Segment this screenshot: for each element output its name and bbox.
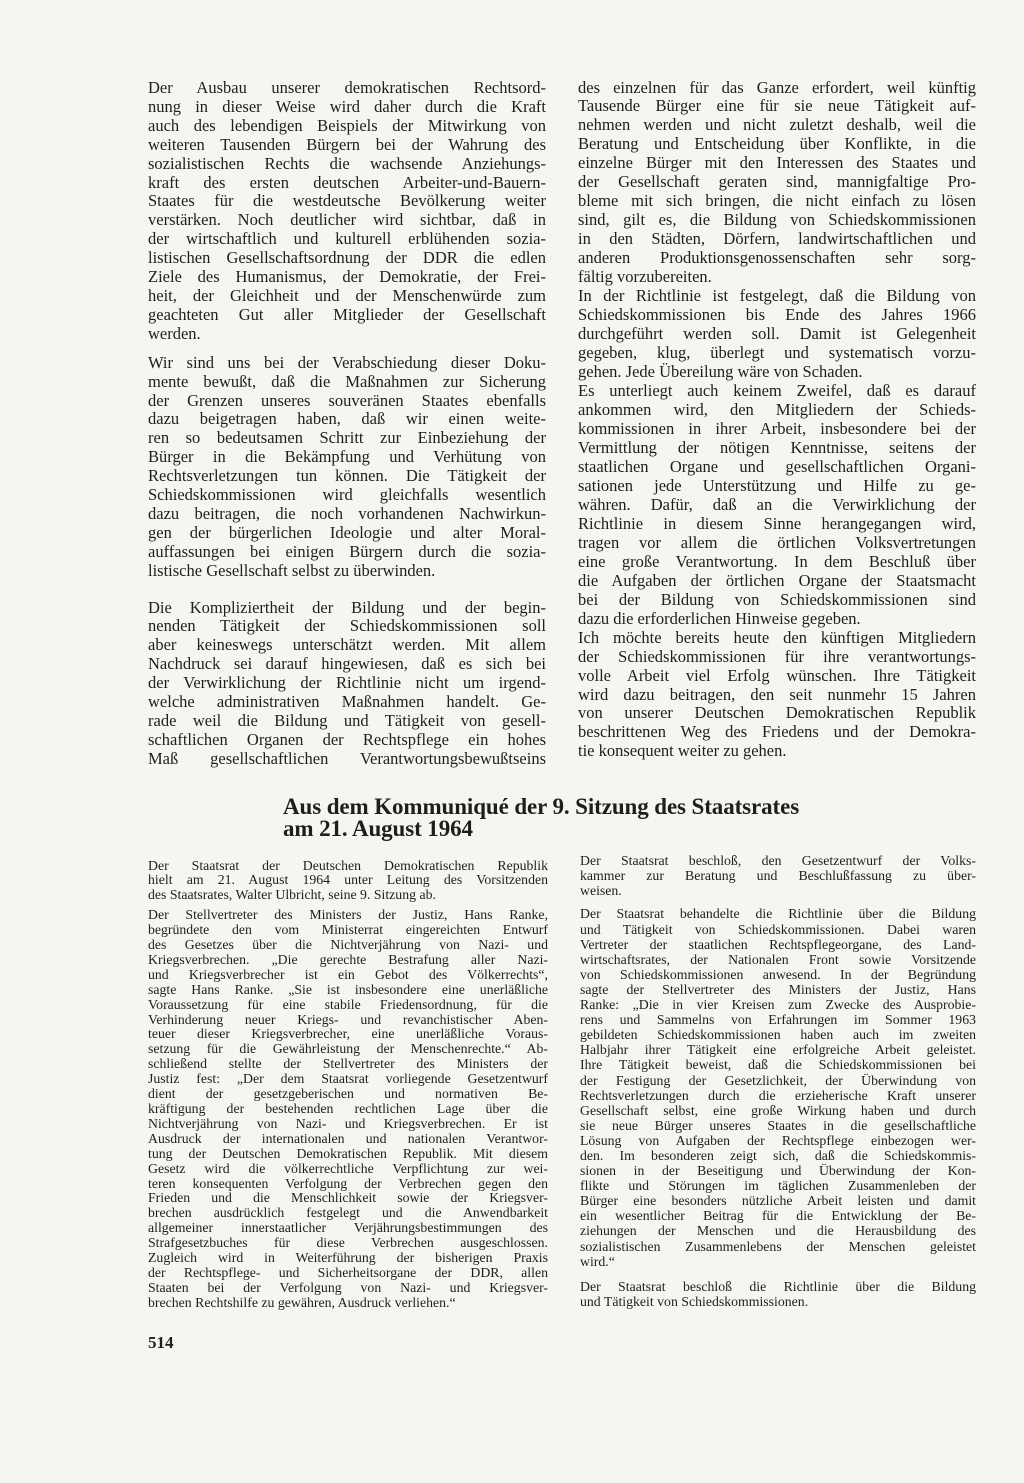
text-line: Der Staatsrat behandelte die Richtlinie über die Bildung [580,906,976,922]
text-line: kraft des ersten deutschen Arbeiter-und-Bauern- [148,173,546,192]
text-line: der Gesellschaft geraten sind, mannigfaltige Pro- [578,173,976,192]
text-line: weiteren Tausenden Bürgern bei der Wahrung des [148,135,546,154]
text-line: sationen jede Unterstützung und Hilfe zu ge- [578,476,976,495]
text-line: rens und Sammelns von Erfahrungen im Sommer 1963 [580,1012,976,1028]
text-line: gehen. Jede Übereilung wäre von Schaden. [578,363,863,382]
text-line: flikte und Störungen im täglichen Zusammenleben der [580,1178,976,1194]
text-line: geachteten Gut aller Mitglieder der Gesellschaft [148,305,546,324]
text-line: des Gesetzes über die Nichtverjährung von Nazi- und [148,938,548,953]
text-line: Es unterliegt auch keinem Zweifel, daß es darauf [578,382,976,400]
text-line: Ausdruck der internationalen und nationalen Verantwor- [148,1131,548,1146]
text-line: Maß gesellschaftlichen Verantwortungsbewußtseins [148,749,546,768]
text-line: und Kriegsverbrecher ist ein Gebot des Völkerrechts“, [148,967,548,982]
paragraph [578,287,976,382]
heading-line-1: Aus dem Kommuniqué der 9. Sitzung des Staatsrates [283,794,800,819]
text-line: einzelne Bürger mit den Interessen des Staates und [578,154,976,173]
section-heading [283,796,799,840]
text-line: die Aufgaben der örtlichen Organe der Staatsmacht [578,571,976,590]
text-line: brechen ausdrücklich festgelegt und die Anwendbarkeit [148,1206,548,1221]
text-line: und Tätigkeit von Schiedskommissionen. [580,1294,809,1310]
text-line: in den Städten, Dörfern, landwirtschaftlichen und [578,230,976,249]
text-line: Bürger eine besonders nützliche Arbeit leisten und damit [580,1193,976,1209]
text-line: des einzelnen für das Ganze erfordert, weil künftig [578,78,976,97]
text-line: Vermittlung der nötigen Kenntnisse, seitens der [578,438,976,457]
text-line: kräftigung der bestehenden rechtlichen Lage über die [148,1102,548,1116]
text-line: sind, gilt es, die Bildung von Schiedskommissionen [578,211,976,230]
text-line: nehmen werden und nicht zuletzt deshalb, weil die [578,116,976,135]
text-line: weisen. [580,882,622,898]
paragraph [578,382,976,629]
text-line: wird dazu beitragen, den seit nunmehr 15 Jahren [578,685,976,704]
paragraph [148,599,546,769]
text-line: kommissionen in ihrer Arbeit, insbesondere bei der [578,419,976,438]
text-line: nenden Tätigkeit der Schiedskommissionen soll [148,617,546,636]
text-line: Voraussetzung für eine stabile Friedensordnung, für die [148,997,548,1012]
text-line: mente bewußt, daß die Maßnahmen zur Sicherung [148,372,546,391]
text-line: Die Kompliziertheit der Bildung und der begin- [148,598,546,617]
text-line: Rechtsverletzungen durch die erzieherische Kraft unserer [580,1087,976,1103]
paragraph [148,354,546,581]
text-line: schließend stellte der Stellvertreter des Ministers der [148,1057,548,1072]
text-line: werden. [148,324,201,343]
page-number: 514 [148,1333,174,1352]
text-line: Verhinderung neuer Kriegs- und revanchistischer Aben- [148,1012,548,1027]
heading-line-2: am 21. August 1964 [283,816,473,841]
text-line: dazu beigetragen haben, daß wir einen weite- [148,410,546,429]
text-line: gen der bürgerlichen Ideologie und alter Moral- [148,523,546,542]
text-line: listischen Gesellschaftsordnung der DDR die edlen [148,249,546,268]
paragraph [148,859,548,904]
text-line: des Staatsrates, Walter Ulbricht, seine 9. Sitzung ab. [148,888,436,903]
text-line: den. Im besonderen zeigt sich, daß die Schiedskommis- [580,1147,976,1163]
text-line: volle Arbeit viel Erfolg wünschen. Ihre Tätigkeit [578,666,976,685]
text-line: listische Gesellschaft selbst zu überwinden. [148,561,436,580]
paragraph [578,79,976,288]
text-line: der Rechtspflege- und Sicherheitsorgane der DDR, allen [148,1265,548,1280]
text-line: aber keineswegs unterschätzt werden. Mit allem [148,636,546,655]
text-line: hielt am 21. August 1964 unter Leitung des Vorsitzenden [148,873,548,888]
text-line: sagte der Stellvertreter des Ministers der Justiz, Hans [580,981,976,997]
text-line: Gesetz wird die völkerrechtliche Verpflichtung zur wei- [148,1161,548,1176]
text-line: Der Ausbau unserer demokratischen Rechtsord- [148,79,546,97]
text-line: Lösung von Aufgaben der Rechtspflege einbezogen wer- [580,1132,976,1148]
paragraph [580,853,976,898]
text-line: ren so bedeutsamen Schritt zur Einbeziehung der [148,429,546,448]
text-line: Schiedskommissionen bis Ende des Jahres 1966 [578,306,976,325]
article-column-top-left [148,79,546,769]
text-line: von unserer Deutschen Demokratischen Republik [578,704,976,723]
text-line: Ziele des Humanismus, der Demokratie, der Frei- [148,268,546,287]
text-line: Beratung und Entscheidung über Konflikte, in die [578,135,976,154]
text-line: Schiedskommissionen wird gleichfalls wesentlich [148,486,546,505]
text-line: eine große Verantwortung. In dem Beschluß über [578,552,976,571]
text-line: der Grenzen unseres souveränen Staates ebenfalls [148,391,546,410]
text-line: wird.“ [580,1253,615,1269]
text-line: gebildeten Schiedskommissionen haben auch im zweiten [580,1027,976,1043]
text-line: der Festigung der Gesetzlichkeit, der Überwindung von [580,1072,976,1088]
text-line: gegeben, klug, überlegt und systematisch vorzu- [578,344,976,363]
text-line: beschrittenen Weg des Friedens und der Demokra- [578,723,976,742]
article-column-top-right [578,79,976,762]
text-line: schaftlichen Organen der Rechtspflege ein hohes [148,730,546,749]
text-line: sozialistischen Zusammenlebens der Menschen geleistet [580,1238,976,1254]
text-line: rade weil die Bildung und Tätigkeit von gesell- [148,712,546,730]
text-line: anderen Produktionsgenossenschaften sehr sorg- [578,249,976,268]
text-line: Richtlinie in diesem Sinne herangegangen wird, [578,514,976,533]
text-line: Der Staatsrat beschloß die Richtlinie über die Bildung [580,1279,976,1295]
paragraph [148,79,546,344]
text-line: dient der gesetzgeberischen und normativen Be- [148,1087,548,1102]
text-line: auffassungen bei einigen Bürgern durch die sozia- [148,542,546,561]
text-line: ein wesentlicher Beitrag für die Entwicklung der Be- [580,1208,976,1224]
text-line: brechen Rechtshilfe zu gewähren, Ausdruck verliehen.“ [148,1295,456,1310]
text-line: verstärken. Noch deutlicher wird sichtbar, daß in [148,211,546,230]
text-line: welche administrativen Maßnahmen handelt. Ge- [148,693,546,712]
text-line: begründete den vom Ministerrat eingereichten Entwurf [148,923,548,938]
text-line: ziehungen der Menschen und die Herausbildung des [580,1223,976,1239]
text-line: durchgeführt werden soll. Damit ist Gelegenheit [578,325,976,344]
text-line: Nichtverjährung von Nazi- und Kriegsverbrechen. Er ist [148,1116,548,1131]
text-line: Vertreter der staatlichen Rechtspflegeorgane, des Land- [580,936,976,952]
text-line: setzung für die Gewährleistung der Menschenrechte.“ Ab- [148,1042,548,1057]
text-line: fältig vorzubereiten. [578,268,712,287]
text-line: dazu die erforderlichen Hinweise gegeben. [578,609,861,628]
text-line: der wirtschaftlich und kulturell erblühenden sozia- [148,230,546,249]
text-line: Zugleich wird in Weiterführung der bisherigen Praxis [148,1251,548,1266]
text-line: staatlichen Organe und gesellschaftlichen Organi- [578,457,976,476]
text-line: Der Stellvertreter des Ministers der Justiz, Hans Ranke, [148,908,548,923]
text-line: Staates für die westdeutsche Bevölkerung weiter [148,192,546,211]
text-line: Nachdruck sei darauf hingewiesen, daß es sich bei [148,655,546,674]
text-line: Rechtsverletzungen tun können. Die Tätigkeit der [148,467,546,486]
text-line: tragen vor allem die örtlichen Volksvertretungen [578,533,976,552]
text-line: sozialistischen Rechts die wachsende Anziehungs- [148,154,546,173]
text-line: und Tätigkeit von Schiedskommissionen. Dabei waren [580,921,976,937]
text-line: nung in dieser Weise wird daher durch die Kraft [148,97,546,116]
text-line: Ihre Tätigkeit beweist, daß die Schiedskommissionen bei [580,1057,976,1073]
text-line: teuer dieser Kriegsverbrecher, eine unerläßliche Voraus- [148,1027,548,1042]
text-line: Ranke: „Die in vier Kreisen zum Zwecke des Ausprobie- [580,997,976,1013]
text-line: sagte Hans Ranke. „Sie ist insbesondere eine unerläßliche [148,982,548,997]
text-line: kammer zur Beratung und Beschlußfassung zu über- [580,867,976,883]
paragraph [578,629,976,762]
paragraph [148,908,548,1310]
text-line: ankommen wird, den Mitgliedern der Schieds- [578,400,976,419]
paragraph [580,1279,976,1309]
text-line: In der Richtlinie ist festgelegt, daß die Bildung von [578,287,976,306]
text-line: Justiz fest: „Der dem Staatsrat vorliegende Gesetzentwurf [148,1072,548,1087]
text-line: heit, der Gleichheit und der Menschenwürde zum [148,286,546,305]
text-line: tung der Deutschen Demokratischen Republik. Mit diesem [148,1146,548,1161]
text-line: Wir sind uns bei der Verabschiedung dieser Doku- [148,353,546,372]
text-line: der Schiedskommissionen für ihre verantwortungs- [578,647,976,666]
text-line: allgemeiner innerstaatlicher Verjährungsbestimmungen des [148,1221,548,1236]
text-line: Staaten bei der Verfolgung von Nazi- und Kriegsver- [148,1280,548,1295]
text-line: teren konsequenten Verfolgung der Verbrechen gegen den [148,1176,548,1191]
text-line: Strafgesetzbuches für diese Verbrechen ausgeschlossen. [148,1236,548,1251]
text-line: von Schiedskommissionen anwesend. In der Begründung [580,966,976,982]
text-line: Gesellschaft selbst, eine große Wirkung haben und durch [580,1102,976,1118]
text-line: sie neue Bürger unseres Staates in die gesellschaftliche [580,1117,976,1133]
communique-column-left [148,859,548,1311]
text-line: Kriegsverbrechen. „Die gerechte Bestrafung aller Nazi- [148,952,548,967]
text-line: Frieden und die Menschlichkeit sowie der Kriegsver- [148,1191,548,1206]
text-line: Der Staatsrat beschloß, den Gesetzentwurf der Volks- [580,852,976,868]
text-line: der Verwirklichung der Richtlinie nicht um irgend- [148,674,546,693]
text-line: dazu beitragen, die noch vorhandenen Nachwirkun- [148,504,546,523]
text-line: währen. Dafür, daß an die Verwirklichung der [578,495,976,514]
text-line: Der Staatsrat der Deutschen Demokratischen Republik [148,858,548,873]
paragraph [580,906,976,1268]
text-line: Halbjahr ihrer Tätigkeit eine erfolgreiche Arbeit geleistet. [580,1042,976,1058]
text-line: bleme mit sich bringen, die nicht einfach zu lösen [578,192,976,211]
text-line: auch des lebendigen Beispiels der Mitwirkung von [148,116,546,135]
text-line: bei der Bildung von Schiedskommissionen sind [578,590,976,609]
text-line: Bürger in die Bekämpfung und Verhütung von [148,448,546,467]
text-line: sionen in der Beseitigung und Überwindung der Kon- [580,1163,976,1179]
text-line: wirtschaftsrates, der Nationalen Front sowie Vorsitzende [580,951,976,967]
text-line: Ich möchte bereits heute den künftigen Mitgliedern [578,628,976,647]
text-line: Tausende Bürger eine für sie neue Tätigkeit auf- [578,97,976,116]
text-line: tie konsequent weiter zu gehen. [578,742,787,761]
communique-column-right [580,853,976,1310]
